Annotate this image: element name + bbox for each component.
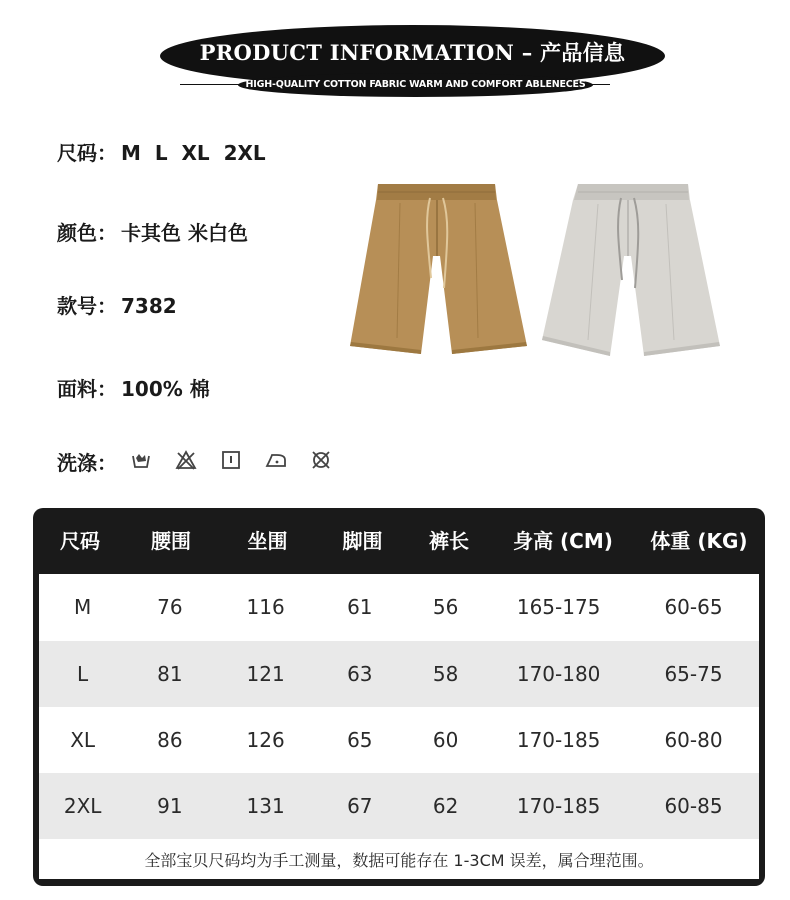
cell-waist: 86 <box>157 728 183 752</box>
table-row <box>39 574 759 640</box>
cell-weight: 60-80 <box>664 728 723 752</box>
header-height: 身高 (CM) <box>513 529 613 553</box>
iron-low-icon <box>265 449 287 471</box>
cell-height: 170-185 <box>516 728 601 752</box>
cell-hip: 131 <box>246 794 285 818</box>
wash-icons <box>130 449 332 471</box>
spec-color-value: 卡其色 米白色 <box>121 221 248 245</box>
cell-hip: 126 <box>246 728 285 752</box>
off-white-shorts-image <box>538 180 723 360</box>
spec-wash-label: 洗涤： <box>57 451 117 475</box>
header-length: 裤长 <box>429 529 469 553</box>
cell-weight: 65-75 <box>664 662 723 686</box>
cell-size: L <box>77 662 89 686</box>
cell-size: XL <box>70 728 96 752</box>
cell-length: 56 <box>432 595 459 619</box>
size-table <box>33 508 765 886</box>
cell-height: 170-185 <box>516 794 601 818</box>
cell-length: 62 <box>432 794 459 818</box>
spec-size <box>57 137 266 166</box>
spec-model-label: 款号： <box>57 294 117 318</box>
cell-hip: 116 <box>246 595 285 619</box>
cell-length: 58 <box>432 662 459 686</box>
table-header <box>33 508 765 574</box>
no-dry-clean-icon <box>310 449 332 471</box>
cell-weight: 60-85 <box>664 794 723 818</box>
table-row <box>39 641 759 707</box>
cell-leg-opening: 65 <box>347 728 373 752</box>
cell-size: 2XL <box>63 794 102 818</box>
header-waist: 腰围 <box>151 529 191 553</box>
cell-weight: 60-65 <box>664 595 723 619</box>
no-bleach-icon <box>175 449 197 471</box>
khaki-shorts-image <box>345 178 530 358</box>
table-body <box>39 574 759 879</box>
spec-size-value: M L XL 2XL <box>121 141 266 165</box>
spec-color <box>57 217 248 246</box>
cell-leg-opening: 61 <box>347 595 373 619</box>
spec-model-value: 7382 <box>121 294 177 318</box>
cell-leg-opening: 63 <box>347 662 373 686</box>
cell-hip: 121 <box>246 662 285 686</box>
banner-title: PRODUCT INFORMATION – 产品信息 <box>199 40 626 65</box>
spec-color-label: 颜色： <box>57 221 117 245</box>
header-size: 尺码 <box>60 529 100 553</box>
spec-fabric-label: 面料： <box>57 377 117 401</box>
cell-height: 170-180 <box>516 662 601 686</box>
spec-size-label: 尺码： <box>57 141 117 165</box>
cell-height: 165-175 <box>516 595 601 619</box>
table-row <box>39 707 759 773</box>
table-row <box>39 773 759 839</box>
spec-fabric-value: 100% 棉 <box>121 377 210 401</box>
spec-model <box>57 290 177 319</box>
spec-fabric <box>57 373 210 402</box>
cell-waist: 81 <box>157 662 183 686</box>
cell-size: M <box>74 595 92 619</box>
spec-wash <box>57 447 117 476</box>
banner-subtitle: HIGH-QUALITY COTTON FABRIC WARM AND COMFORT ABLENECES <box>238 73 593 97</box>
cell-waist: 91 <box>157 794 183 818</box>
tumble-dry-icon <box>220 449 242 471</box>
cell-length: 60 <box>432 728 459 752</box>
cell-leg-opening: 67 <box>347 794 373 818</box>
cell-waist: 76 <box>157 595 183 619</box>
header-leg-opening: 脚围 <box>342 529 383 553</box>
hand-wash-icon <box>130 449 152 471</box>
measurement-note: 全部宝贝尺码均为手工测量，数据可能存在 1-3CM 误差，属合理范围。 <box>144 851 654 870</box>
header-weight: 体重 (KG) <box>650 529 748 553</box>
header-hip: 坐围 <box>247 529 288 553</box>
